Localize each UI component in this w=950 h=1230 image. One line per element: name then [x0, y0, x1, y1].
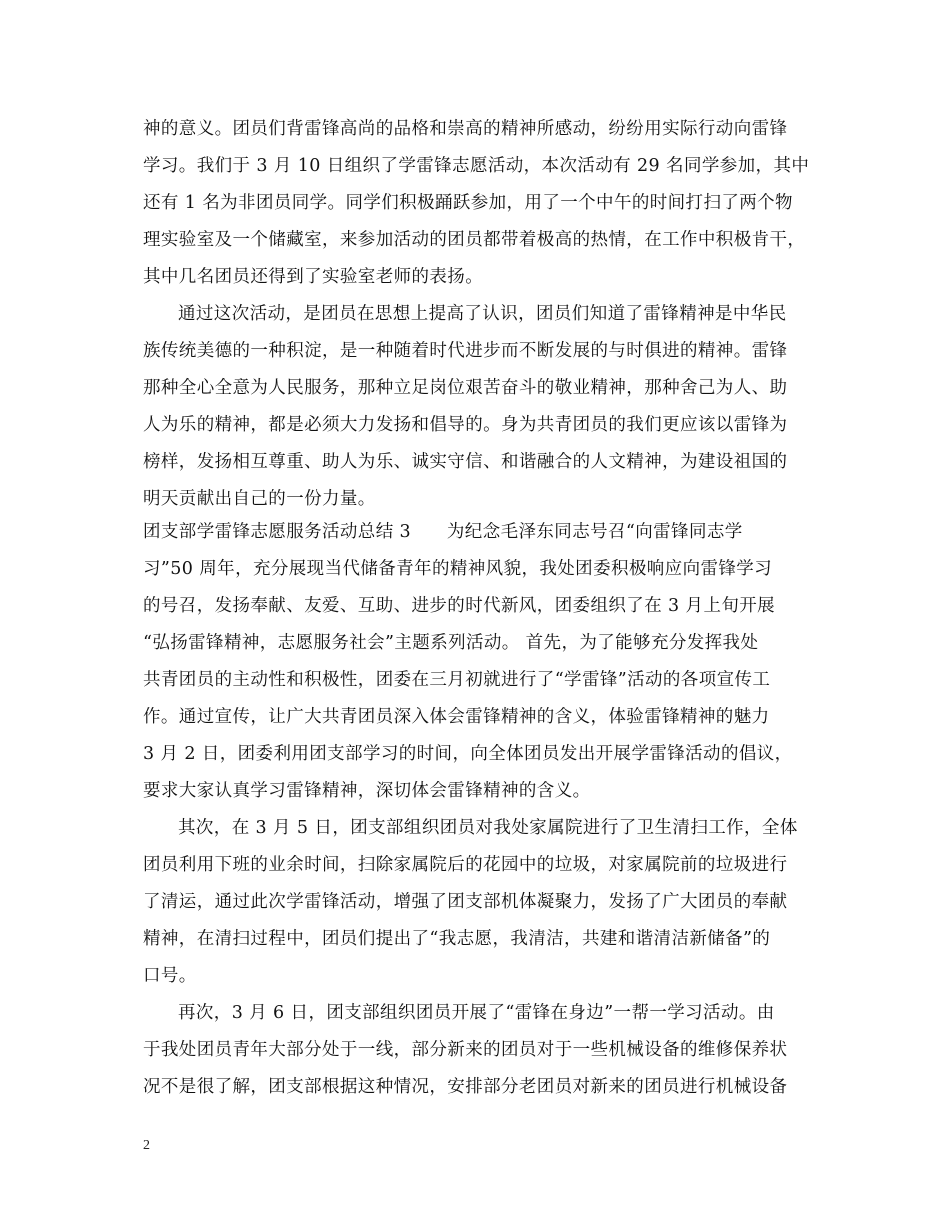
text-line: 族传统美德的一种积淀，是一种随着时代进步而不断发展的与时俱进的精神。雷锋	[143, 341, 788, 361]
text-line: 明天贡献出自己的一份力量。	[143, 489, 376, 509]
paragraph-start-line: 其次，在 3 月 5 日，团支部组织团员对我处家属院进行了卫生清扫工作，全体	[178, 818, 798, 838]
text-line: 榜样，发扬相互尊重、助人为乐、诚实守信、和谐融合的人文精神，为建设祖国的	[143, 452, 788, 472]
text-line: 其中几名团员还得到了实验室老师的表扬。	[143, 267, 484, 287]
text-line: 作。通过宣传，让广大共青团员深入体会雷锋精神的含义，体验雷锋精神的魅力	[143, 707, 770, 727]
text-line: 还有 1 名为非团员同学。同学们积极踊跃参加，用了一个中午的时间打扫了两个物	[143, 193, 793, 213]
page-number: 2	[143, 1138, 150, 1153]
text-line: 况不是很了解，团支部根据这种情况，安排部分老团员对新来的团员进行机械设备	[143, 1077, 788, 1097]
text-line: 口号。	[143, 966, 197, 986]
text-line: 于我处团员青年大部分处于一线，部分新来的团员对于一些机械设备的维修保养状	[143, 1040, 788, 1060]
paragraph-start-line: 通过这次活动，是团员在思想上提高了认识，团员们知道了雷锋精神是中华民	[178, 304, 787, 324]
text-line: 习”50 周年，充分展现当代储备青年的精神风貌，我处团委积极响应向雷锋学习	[143, 559, 773, 579]
section-heading-line: 团支部学雷锋志愿服务活动总结 3 为纪念毛泽东同志号召“向雷锋同志学	[143, 522, 743, 542]
text-line: 那种全心全意为人民服务，那种立足岗位艰苦奋斗的敬业精神，那种舍己为人、助	[143, 378, 788, 398]
text-line: 的号召，发扬奉献、友爱、互助、进步的时代新风，团委组织了在 3 月上旬开展	[143, 596, 776, 616]
text-line: 学习。我们于 3 月 10 日组织了学雷锋志愿活动，本次活动有 29 名同学参加，其中	[143, 156, 810, 176]
text-line: 神的意义。团员们背雷锋高尚的品格和崇高的精神所感动，纷纷用实际行动向雷锋	[143, 119, 788, 139]
text-line: 共青团员的主动性和积极性，团委在三月初就进行了“学雷锋”活动的各项宣传工	[143, 670, 771, 690]
text-line: 3 月 2 日，团委利用团支部学习的时间，向全体团员发出开展学雷锋活动的倡议，	[143, 744, 793, 764]
text-line: 了清运，通过此次学雷锋活动，增强了团支部机体凝聚力，发扬了广大团员的奉献	[143, 892, 788, 912]
text-line: 人为乐的精神，都是必须大力发扬和倡导的。身为共青团员的我们更应该以雷锋为	[143, 415, 788, 435]
text-line: 理实验室及一个储藏室，来参加活动的团员都带着极高的热情，在工作中积极肯干，	[143, 230, 806, 250]
text-line: 精神，在清扫过程中，团员们提出了“我志愿，我清洁，共建和谐清洁新储备”的	[143, 929, 771, 949]
paragraph-start-line: 再次，3 月 6 日，团支部组织团员开展了“雷锋在身边”一帮一学习活动。由	[178, 1003, 775, 1023]
text-line: 团员利用下班的业余时间，扫除家属院后的花园中的垃圾，对家属院前的垃圾进行	[143, 855, 788, 875]
text-line: “弘扬雷锋精神，志愿服务社会”主题系列活动。 首先，为了能够充分发挥我处	[143, 633, 759, 653]
text-line: 要求大家认真学习雷锋精神，深切体会雷锋精神的含义。	[143, 781, 591, 801]
